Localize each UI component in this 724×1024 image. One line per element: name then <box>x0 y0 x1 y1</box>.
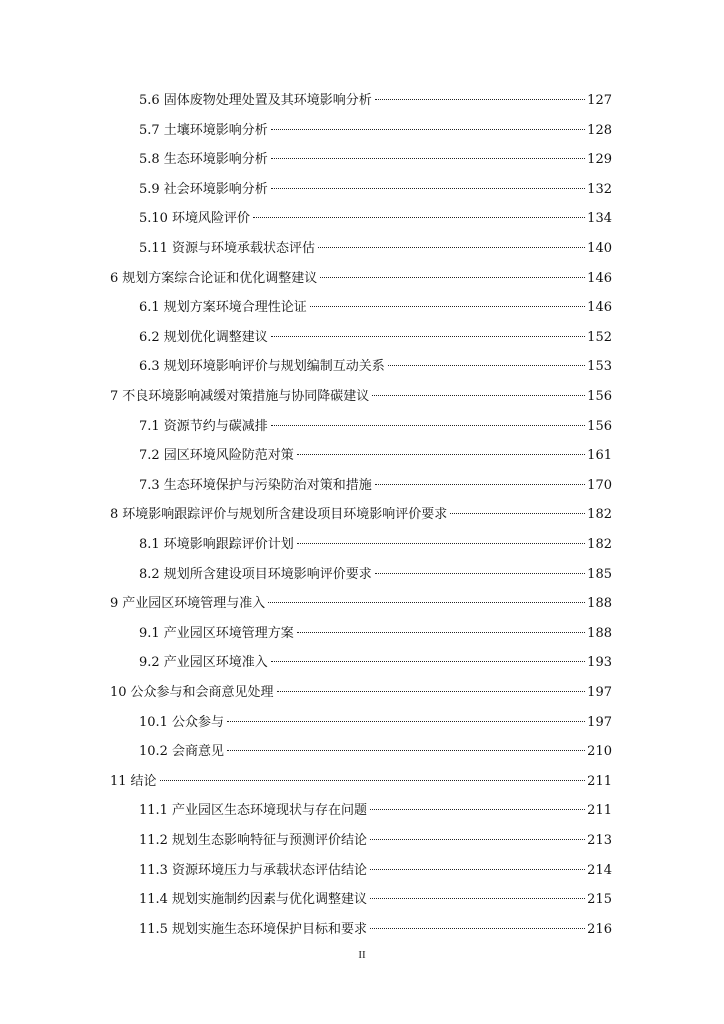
toc-dot-leader <box>271 129 585 130</box>
toc-entry[interactable] <box>139 240 612 258</box>
toc-dot-leader <box>160 780 586 781</box>
toc-entry-number: 11 <box>110 773 127 789</box>
toc-entry[interactable] <box>139 832 612 850</box>
toc-dot-leader <box>370 869 585 870</box>
toc-entry[interactable] <box>139 181 612 199</box>
toc-entry[interactable] <box>139 151 612 169</box>
toc-entry-title: 产业园区生态环境现状与存在问题 <box>171 803 367 819</box>
toc-dot-leader <box>375 573 585 574</box>
toc-entry[interactable] <box>139 714 612 732</box>
toc-entry[interactable] <box>110 506 612 524</box>
toc-entry[interactable] <box>110 773 612 791</box>
toc-entry-title: 会商意见 <box>171 744 224 760</box>
toc-entry-page: 214 <box>587 862 612 878</box>
toc-entry-page: 161 <box>587 448 612 464</box>
page-number: II <box>358 949 366 961</box>
toc-dot-leader <box>370 898 585 899</box>
toc-entry-page: 210 <box>587 744 612 760</box>
toc-entry-number: 6 <box>110 270 119 286</box>
toc-entry-number: 9.1 <box>139 625 160 641</box>
toc-entry-title: 产业园区环境管理方案 <box>163 625 294 641</box>
toc-entry[interactable] <box>139 862 612 880</box>
toc-dot-leader <box>450 513 585 514</box>
toc-dot-leader <box>227 750 585 751</box>
toc-entry-number: 5.8 <box>139 152 160 168</box>
toc-dot-leader <box>271 425 585 426</box>
toc-entry-number: 11.5 <box>139 921 168 937</box>
toc-entry-title: 固体废物处理处置及其环境影响分析 <box>163 93 372 108</box>
toc-entry-title: 规划环境影响评价与规划编制互动关系 <box>163 359 385 375</box>
toc-dot-leader <box>375 99 585 100</box>
toc-entry-number: 10.2 <box>139 744 168 760</box>
toc-entry-number: 11.2 <box>139 833 168 848</box>
toc-entry-title: 规划实施生态环境保护目标和要求 <box>171 921 367 937</box>
toc-entry[interactable] <box>139 654 612 672</box>
toc-entry-title: 园区环境风险防范对策 <box>163 448 294 464</box>
toc-entry[interactable] <box>139 477 612 495</box>
toc-entry-title: 资源与环境承载状态评估 <box>171 241 315 256</box>
toc-entry-page: 216 <box>587 921 612 937</box>
toc-entry[interactable] <box>139 802 612 820</box>
toc-entry-title: 产业园区环境管理与准入 <box>122 596 266 612</box>
toc-entry-page: 182 <box>587 537 612 552</box>
toc-entry[interactable] <box>110 684 612 702</box>
toc-entry-page: 146 <box>587 270 612 286</box>
toc-dot-leader <box>370 839 585 840</box>
toc-entry-title: 规划实施制约因素与优化调整建议 <box>171 892 367 908</box>
toc-entry-title: 规划所含建设项目环境影响评价要求 <box>163 566 372 582</box>
toc-entry-title: 生态环境保护与污染防治对策和措施 <box>163 477 372 493</box>
toc-dot-leader <box>271 188 585 189</box>
toc-entry-page: 188 <box>587 596 612 612</box>
toc-entry-number: 7 <box>110 389 119 404</box>
toc-dot-leader <box>297 632 585 633</box>
toc-entry-page: 146 <box>587 300 612 316</box>
toc-entry-number: 7.3 <box>139 477 160 493</box>
toc-entry-page: 134 <box>587 211 612 227</box>
toc-dot-leader <box>320 277 585 278</box>
toc-dot-leader <box>370 809 585 810</box>
toc-entry-number: 10 <box>110 685 127 700</box>
toc-entry-page: 140 <box>587 241 612 256</box>
toc-entry[interactable] <box>139 92 612 110</box>
toc-entry[interactable] <box>139 625 612 643</box>
toc-dot-leader <box>253 217 585 218</box>
toc-entry-title: 规划方案环境合理性论证 <box>163 300 307 316</box>
toc-entry[interactable] <box>110 270 612 288</box>
toc-entry-number: 9.2 <box>139 655 160 671</box>
toc-entry-page: 193 <box>587 655 612 671</box>
toc-entry-title: 规划方案综合论证和优化调整建议 <box>122 270 318 286</box>
toc-entry-number: 11.4 <box>139 892 168 908</box>
toc-entry-title: 公众参与 <box>171 714 224 730</box>
toc-entry[interactable] <box>139 536 612 554</box>
toc-entry-title: 土壤环境影响分析 <box>163 122 268 138</box>
toc-entry-number: 5.11 <box>139 241 168 256</box>
toc-entry-number: 6.3 <box>139 359 160 375</box>
toc-entry-title: 资源节约与碳减排 <box>163 418 268 434</box>
toc-dot-leader <box>271 661 585 662</box>
toc-dot-leader <box>271 336 585 337</box>
toc-entry[interactable] <box>139 921 612 939</box>
toc-entry-number: 7.2 <box>139 448 160 464</box>
toc-entry-page: 132 <box>587 181 612 197</box>
toc-entry-number: 6.2 <box>139 329 160 345</box>
toc-entry[interactable] <box>139 418 612 436</box>
toc-entry[interactable] <box>139 358 612 376</box>
toc-entry-title: 不良环境影响减缓对策措施与协同降碳建议 <box>122 389 370 404</box>
toc-entry-title: 生态环境影响分析 <box>163 152 268 168</box>
toc-entry[interactable] <box>139 299 612 317</box>
toc-entry-page: 127 <box>587 93 612 108</box>
toc-dot-leader <box>375 484 585 485</box>
toc-dot-leader <box>318 247 585 248</box>
toc-entry-number: 9 <box>110 596 119 612</box>
toc-dot-leader <box>268 602 585 603</box>
toc-entry-page: 156 <box>587 389 612 404</box>
toc-entry-page: 182 <box>587 507 612 523</box>
toc-entry-number: 10.1 <box>139 714 168 730</box>
toc-entry-number: 6.1 <box>139 300 160 316</box>
toc-dot-leader <box>310 306 585 307</box>
toc-entry-page: 170 <box>587 477 612 493</box>
toc-entry-title: 结论 <box>130 773 157 789</box>
toc-entry-page: 152 <box>587 329 612 345</box>
toc-entry-title: 资源环境压力与承载状态评估结论 <box>171 862 367 878</box>
toc-entry-page: 215 <box>587 892 612 908</box>
toc-dot-leader <box>297 543 585 544</box>
toc-entry-number: 11.1 <box>139 803 168 819</box>
toc-entry-page: 213 <box>587 833 612 848</box>
toc-entry-number: 5.10 <box>139 211 168 227</box>
toc-entry-title: 环境影响跟踪评价与规划所含建设项目环境影响评价要求 <box>122 507 448 523</box>
toc-entry-number: 8.1 <box>139 537 160 552</box>
toc-dot-leader <box>227 721 585 722</box>
toc-dot-leader <box>271 158 585 159</box>
toc-entry-number: 5.7 <box>139 122 160 138</box>
toc-entry-page: 156 <box>587 418 612 434</box>
toc-entry-title: 规划优化调整建议 <box>163 329 268 345</box>
toc-entry-number: 8 <box>110 507 119 523</box>
toc-entry-title: 社会环境影响分析 <box>163 181 268 197</box>
toc-entry-page: 197 <box>587 714 612 730</box>
toc-entry-page: 128 <box>587 122 612 138</box>
toc-entry-title: 环境影响跟踪评价计划 <box>163 537 294 552</box>
toc-entry-number: 5.6 <box>139 93 160 108</box>
toc-entry-title: 规划生态影响特征与预测评价结论 <box>171 833 367 848</box>
toc-dot-leader <box>370 928 585 929</box>
toc-entry-page: 188 <box>587 625 612 641</box>
toc-entry-title: 环境风险评价 <box>171 211 250 227</box>
toc-entry[interactable] <box>139 566 612 584</box>
toc-entry-number: 7.1 <box>139 418 160 434</box>
toc-entry-page: 211 <box>587 773 612 789</box>
toc-entry[interactable] <box>110 388 612 406</box>
toc-entry-number: 11.3 <box>139 862 168 878</box>
toc-entry-title: 公众参与和会商意见处理 <box>130 685 274 700</box>
toc-dot-leader <box>388 365 585 366</box>
toc-entry[interactable] <box>139 210 612 228</box>
toc-entry[interactable] <box>110 595 612 613</box>
toc-entry[interactable] <box>139 329 612 347</box>
toc-entry-page: 211 <box>587 803 612 819</box>
toc-entry[interactable] <box>139 447 612 465</box>
toc-entry-page: 153 <box>587 359 612 375</box>
toc-entry[interactable] <box>139 891 612 909</box>
toc-entry-page: 129 <box>587 152 612 168</box>
toc-dot-leader <box>297 454 585 455</box>
toc-entry[interactable] <box>139 743 612 761</box>
toc-dot-leader <box>277 691 586 692</box>
toc-entry-title: 产业园区环境准入 <box>163 655 268 671</box>
toc-dot-leader <box>372 395 585 396</box>
toc-entry-number: 8.2 <box>139 566 160 582</box>
toc-entry-number: 5.9 <box>139 181 160 197</box>
toc-entry-page: 197 <box>587 685 612 700</box>
toc-entry-page: 185 <box>587 566 612 582</box>
toc-entry[interactable] <box>139 122 612 140</box>
